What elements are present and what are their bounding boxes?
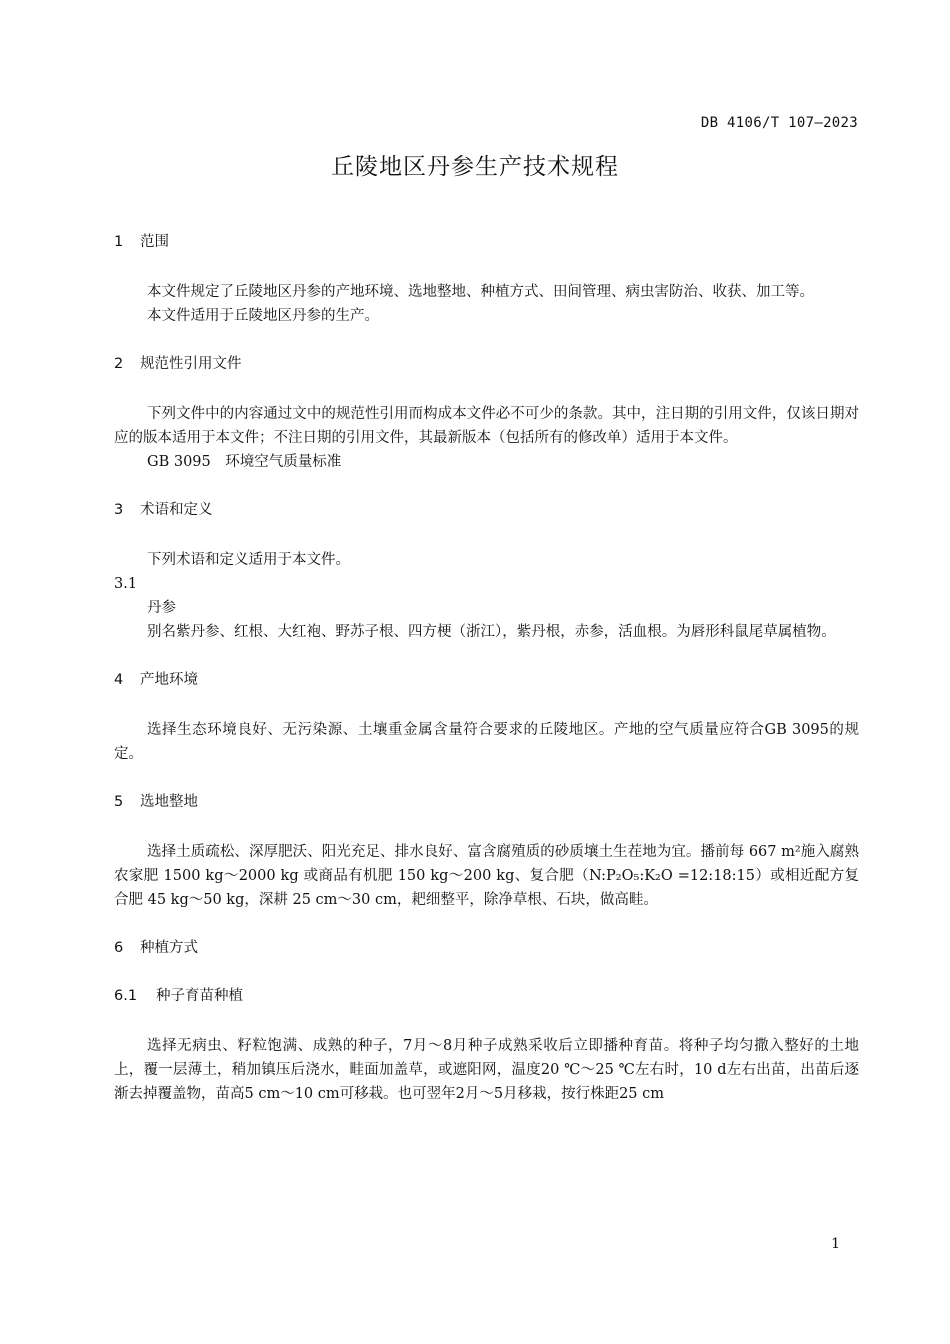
subsection-heading-6-1: 6.1 种子育苗种植 bbox=[114, 988, 243, 1004]
paragraph: 选择土质疏松、深厚肥沃、阳光充足、排水良好、富含腐殖质的砂质壤土生茬地为宜。播前每 667 m²施入腐熟农家肥 1500 kg～2000 kg 或商品有机肥 150 kg～200 kg、复合肥（N:P₂O₅:K₂O =12:18:15）或相近配方复合肥 45 kg～50 kg，深耕 25 cm～30 cm，耙细整平，除净草根、石块，做高畦。 bbox=[114, 844, 859, 908]
term-name: 丹参 bbox=[147, 600, 176, 616]
reference-item: GB 3095 环境空气质量标准 bbox=[147, 454, 342, 470]
term-definition: 别名紫丹参、红根、大红袍、野苏子根、四方梗（浙江），紫丹根，赤参，活血根。为唇形科鼠尾草属植物。 bbox=[147, 624, 836, 640]
section-heading-4: 4 产地环境 bbox=[114, 672, 198, 688]
section-heading-6: 6 种植方式 bbox=[114, 940, 198, 956]
paragraph: 本文件规定了丘陵地区丹参的产地环境、选地整地、种植方式、田间管理、病虫害防治、收获、加工等。 bbox=[147, 284, 814, 300]
term-number: 3.1 bbox=[114, 576, 138, 592]
section-heading-2: 2 规范性引用文件 bbox=[114, 356, 242, 372]
paragraph: 下列文件中的内容通过文中的规范性引用而构成本文件必不可少的条款。其中，注日期的引用文件，仅该日期对应的版本适用于本文件；不注日期的引用文件，其最新版本（包括所有的修改单）适用于本文件。 bbox=[114, 406, 859, 446]
paragraph: 选择无病虫、籽粒饱满、成熟的种子，7月～8月种子成熟采收后立即播种育苗。将种子均匀撒入整好的土地上，覆一层薄土，稍加镇压后浇水，畦面加盖草，或遮阳网，温度20 ℃～25 ℃左右时，10 d左右出苗，出苗后逐渐去掉覆盖物，苗高5 cm～10 cm可移栽。也可翌年2月～5月移栽，按行株距25 cm bbox=[114, 1038, 859, 1102]
paragraph: 下列术语和定义适用于本文件。 bbox=[147, 552, 350, 568]
paragraph: 选择生态环境良好、无污染源、土壤重金属含量符合要求的丘陵地区。产地的空气质量应符合GB 3095的规定。 bbox=[114, 722, 859, 762]
document-code: DB 4106/T 107—2023 bbox=[700, 115, 858, 131]
section-heading-5: 5 选地整地 bbox=[114, 794, 198, 810]
page-number: 1 bbox=[831, 1236, 840, 1252]
document-title: 丘陵地区丹参生产技术规程 bbox=[331, 154, 619, 180]
section-heading-3: 3 术语和定义 bbox=[114, 502, 213, 518]
document-body bbox=[114, 230, 859, 1106]
section-heading-1: 1 范围 bbox=[114, 234, 169, 250]
paragraph: 本文件适用于丘陵地区丹参的生产。 bbox=[147, 308, 379, 324]
